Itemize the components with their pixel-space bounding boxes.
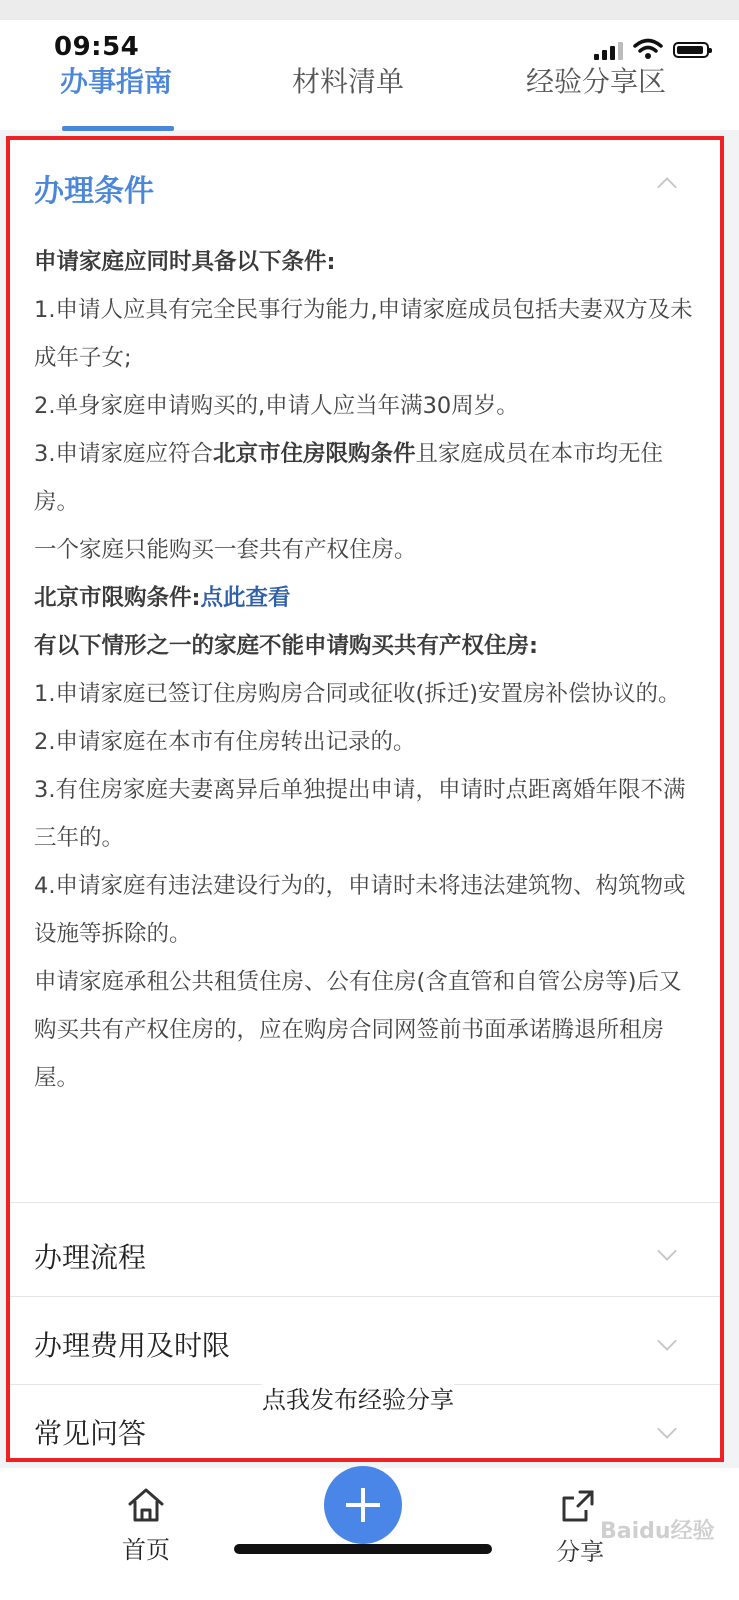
section-conditions-header[interactable]: 办理条件 — [34, 174, 154, 209]
view-restriction-link[interactable]: 点此查看 — [200, 585, 291, 611]
divider — [10, 1202, 724, 1203]
condition-item: 3.申请家庭应符合北京市住房限购条件且家庭成员在本市均无住房。 — [34, 441, 663, 515]
restriction-row — [34, 574, 704, 622]
chevron-down-icon[interactable] — [657, 1419, 677, 1439]
rental-note: 申请家庭承租公共租赁住房、公有住房(含直管和自管公房等)后又购买共有产权住房的，应在购房合同网签前书面承诺腾退所租房屋。 — [34, 969, 682, 1091]
nav-home-label[interactable]: 首页 — [122, 1536, 170, 1564]
restriction-label: 北京市限购条件: — [34, 585, 201, 611]
status-time: 09:54 — [54, 32, 140, 62]
tab-materials[interactable]: 材料清单 — [292, 65, 405, 98]
condition-item: 2.单身家庭申请购买的,申请人应当年满30周岁。 — [34, 393, 519, 419]
active-tab-indicator — [62, 126, 174, 131]
one-home-note: 一个家庭只能购买一套共有产权住房。 — [34, 537, 417, 563]
chevron-down-icon[interactable] — [657, 1241, 677, 1261]
tab-bar — [0, 60, 739, 132]
conditions-content — [34, 238, 704, 1102]
divider — [10, 1296, 724, 1297]
section-faq-header[interactable]: 常见问答 — [34, 1417, 147, 1450]
battery-icon — [673, 42, 709, 58]
add-button[interactable] — [324, 1466, 402, 1544]
share-icon[interactable] — [560, 1488, 596, 1524]
exclusion-item: 4.申请家庭有违法建设行为的，申请时未将违法建筑物、构筑物或设施等拆除的。 — [34, 873, 686, 947]
conditions-heading: 申请家庭应同时具备以下条件: — [34, 249, 336, 275]
chevron-up-icon[interactable] — [657, 177, 677, 197]
exclusion-item: 3.有住房家庭夫妻离异后单独提出申请，申请时点距离婚年限不满三年的。 — [34, 777, 686, 851]
watermark: Baidu经验 — [600, 1519, 715, 1544]
status-icons — [594, 34, 709, 60]
wifi-icon — [633, 38, 663, 60]
exclusion-heading: 有以下情形之一的家庭不能申请购买共有产权住房: — [34, 633, 538, 659]
condition-item: 1.申请人应具有完全民事行为能力,申请家庭成员包括夫妻双方及未成年子女; — [34, 297, 693, 371]
exclusion-item: 1.申请家庭已签订住房购房合同或征收(拆迁)安置房补偿协议的。 — [34, 681, 681, 707]
guide-accordion — [6, 136, 724, 1462]
chevron-down-icon[interactable] — [657, 1331, 677, 1351]
nav-share-label[interactable]: 分享 — [556, 1538, 604, 1566]
home-indicator — [234, 1544, 492, 1554]
section-process-header[interactable]: 办理流程 — [34, 1241, 147, 1274]
beijing-restriction-text: 北京市住房限购条件 — [212, 441, 416, 467]
home-icon[interactable] — [126, 1486, 166, 1524]
tab-experience[interactable]: 经验分享区 — [526, 65, 667, 98]
cellular-signal-icon — [594, 40, 623, 60]
top-strip — [0, 0, 739, 20]
bottom-nav — [0, 1468, 739, 1600]
exclusion-item: 2.申请家庭在本市有住房转出记录的。 — [34, 729, 416, 755]
publish-share-label[interactable]: 点我发布经验分享 — [262, 1380, 454, 1415]
tab-guide[interactable]: 办事指南 — [60, 65, 173, 98]
section-fees-header[interactable]: 办理费用及时限 — [34, 1329, 231, 1362]
